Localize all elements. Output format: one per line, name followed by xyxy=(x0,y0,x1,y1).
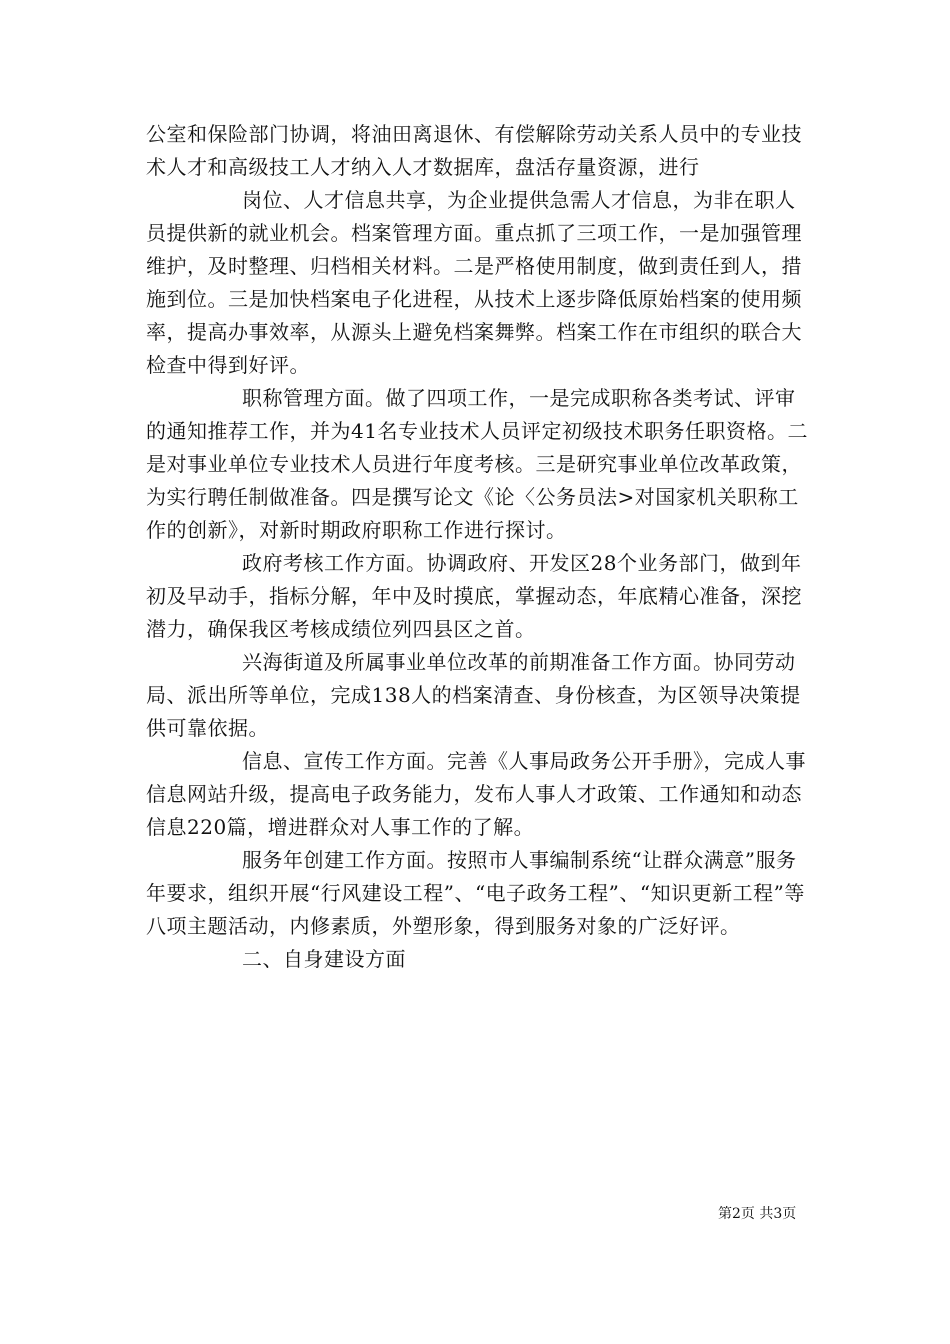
paragraph-service-year: 服务年创建工作方面。按照市人事编制系统“让群众满意”服务年要求，组织开展“行风建设工程”、“电子政务工程”、“知识更新工程”等八项主题活动，内修素质，外塑形象，得到服务对象的广泛好评。 xyxy=(146,848,805,938)
paragraph-information-publicity: 信息、宣传工作方面。完善《人事局政务公开手册》，完成人事信息网站升级，提高电子政务能力，发布人事人才政策、工作通知和动态信息220篇，增进群众对人事工作的了解。 xyxy=(146,749,806,839)
paragraph-xinghai-reform: 兴海街道及所属事业单位改革的前期准备工作方面。协同劳动局、派出所等单位，完成138人的档案清查、身份核查，为区领导决策提供可靠依据。 xyxy=(146,650,801,740)
paragraph-title-management: 职称管理方面。做了四项工作，一是完成职称各类考试、评审的通知推荐工作，并为41名专业技术人员评定初级技术职务任职资格。二是对事业单位专业技术人员进行年度考核。三是研究事业单位改革政策，为实行聘任制做准备。四是撰写论文《论〈公务员法>对国家机关职称工作的创新》，对新时期政府职称工作进行探讨。 xyxy=(146,386,808,542)
paragraph-continuation: 公室和保险部门协调，将油田离退休、有偿解除劳动关系人员中的专业技术人才和高级技工人才纳入人才数据库，盘活存量资源，进行 xyxy=(146,122,802,179)
document-body xyxy=(146,118,811,976)
paragraph-archive-management: 岗位、人才信息共享，为企业提供急需人才信息，为非在职人员提供新的就业机会。档案管理方面。重点抓了三项工作，一是加强管理维护，及时整理、归档相关材料。二是严格使用制度，做到责任到人，措施到位。三是加快档案电子化进程，从技术上逐步降低原始档案的使用频率，提高办事效率，从源头上避免档案舞弊。档案工作在市组织的联合大检查中得到好评。 xyxy=(146,188,802,377)
section-heading: 二、自身建设方面 xyxy=(242,947,406,971)
paragraph-government-assessment: 政府考核工作方面。协调政府、开发区28个业务部门，做到年初及早动手，指标分解，年中及时摸底，掌握动态，年底精心准备，深挖潜力，确保我区考核成绩位列四县区之首。 xyxy=(146,551,802,641)
page-footer: 第2页 共3页 xyxy=(718,1206,797,1222)
